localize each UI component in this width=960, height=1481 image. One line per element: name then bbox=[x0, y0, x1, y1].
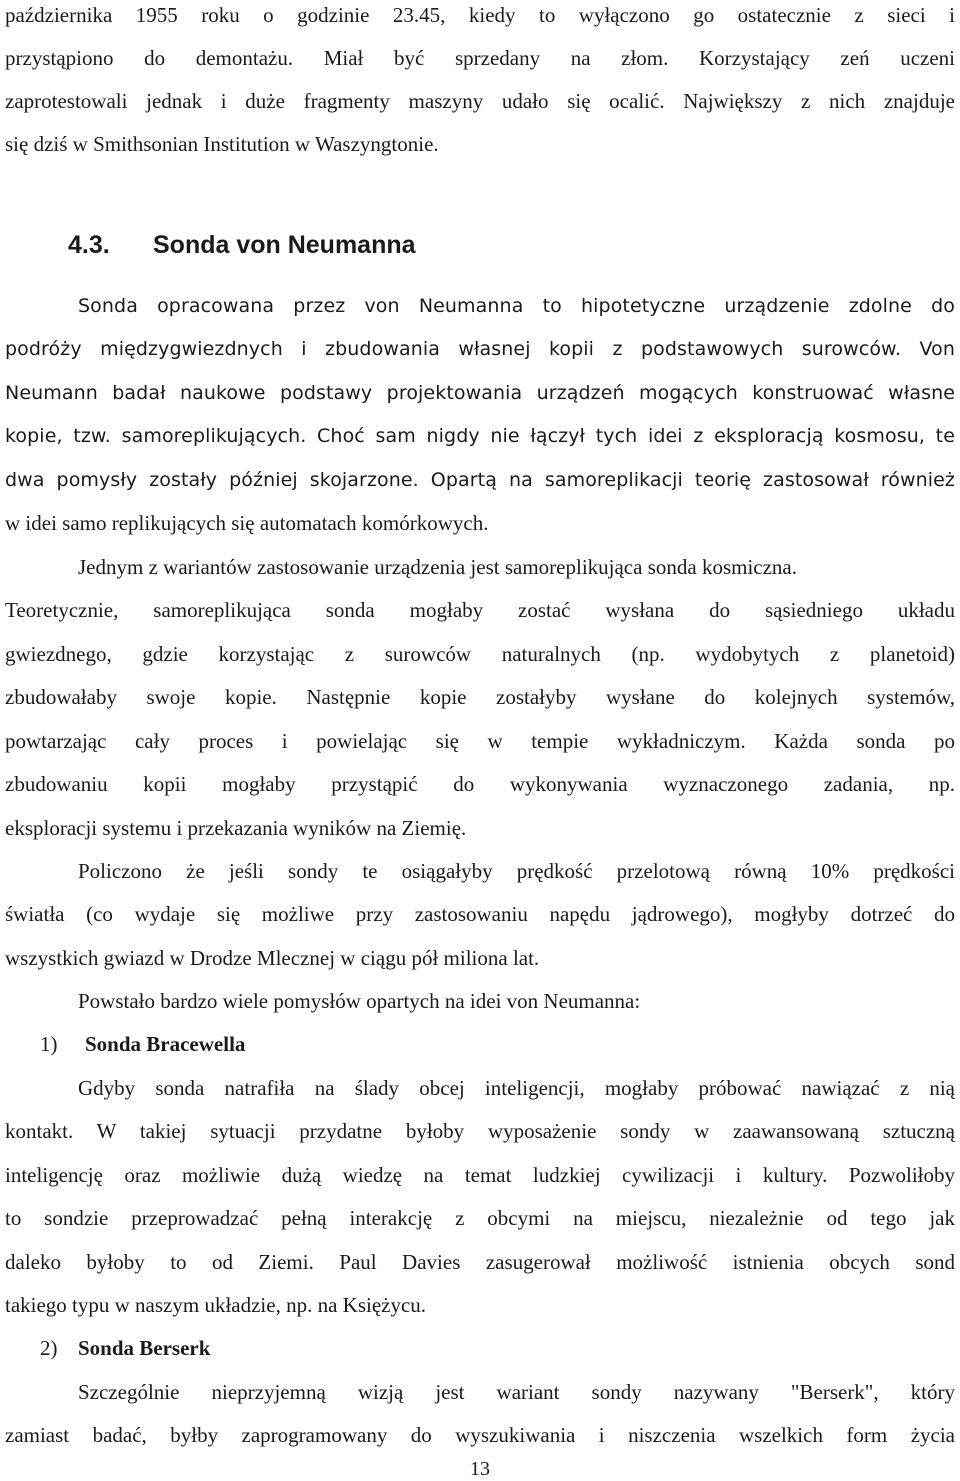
text-line: kontakt. W takiej sytuacji przydatne byłoby wyposażenie sondy w zaawansowaną sztuczną bbox=[5, 1119, 955, 1143]
text-line: eksploracji systemu i przekazania wyników na Ziemię. bbox=[5, 816, 467, 840]
text-line: zbudowałaby swoje kopie. Następnie kopie zostałyby wysłane do kolejnych systemów, bbox=[5, 685, 955, 709]
text-line: gwiezdnego, gdzie korzystając z surowców naturalnych (np. wydobytych z planetoid) bbox=[5, 642, 955, 666]
list-item-heading bbox=[40, 1031, 245, 1057]
list-item-title: Sonda Berserk bbox=[78, 1336, 211, 1360]
text-line: powtarzając cały proces i powielając się w tempie wykładniczym. Każda sonda po bbox=[5, 729, 955, 753]
text-line: Jednym z wariantów zastosowanie urządzenia jest samoreplikująca sonda kosmiczna. bbox=[78, 555, 797, 579]
text-line: dwa pomysły zostały później skojarzone. Opartą na samoreplikacji teorię zastosował również bbox=[5, 469, 955, 491]
text-line: kopie, tzw. samoreplikujących. Choć sam nigdy nie łączył tych idei z eksploracją kosmosu, te bbox=[5, 425, 955, 447]
section-title: Sonda von Neumanna bbox=[153, 231, 416, 259]
section-heading bbox=[68, 230, 416, 260]
text-line: Policzono że jeśli sondy te osiągałyby prędkość przelotową równą 10% prędkości bbox=[78, 859, 955, 883]
text-line: Powstało bardzo wiele pomysłów opartych na idei von Neumanna: bbox=[78, 989, 641, 1013]
text-line: daleko byłoby to od Ziemi. Paul Davies zasugerował możliwość istnienia obcych sond bbox=[5, 1250, 955, 1274]
list-item-number: 1) bbox=[40, 1032, 58, 1056]
text-line: Neumann badał naukowe podstawy projektowania urządzeń mogących konstruować własne bbox=[5, 382, 955, 404]
text-line: zamiast badać, byłby zaprogramowany do wyszukiwania i niszczenia wszelkich form życia bbox=[5, 1423, 955, 1447]
text-line: wszystkich gwiazd w Drodze Mlecznej w ciągu pół miliona lat. bbox=[5, 946, 540, 970]
text-line: przystąpiono do demontażu. Miał być sprzedany na złom. Korzystający zeń uczeni bbox=[5, 46, 955, 70]
list-item-number: 2) bbox=[40, 1336, 58, 1360]
text-line: się dziś w Smithsonian Institution w Waszyngtonie. bbox=[5, 132, 439, 156]
text-line: października 1955 roku o godzinie 23.45, kiedy to wyłączono go ostatecznie z sieci i bbox=[5, 3, 955, 27]
text-line: to sondzie przeprowadzać pełną interakcję z obcymi na miejscu, niezależnie od tego jak bbox=[5, 1206, 955, 1230]
text-line: Sonda opracowana przez von Neumanna to hipotetyczne urządzenie zdolne do bbox=[78, 295, 955, 317]
text-line: inteligencję oraz możliwie dużą wiedzę na temat ludzkiej cywilizacji i kultury. Pozwoliłoby bbox=[5, 1163, 955, 1187]
text-line: w idei samo replikujących się automatach komórkowych. bbox=[5, 511, 489, 535]
text-line: Szczególnie nieprzyjemną wizją jest wariant sondy nazywany "Berserk", który bbox=[78, 1380, 955, 1404]
text-line: podróży międzygwiezdnych i zbudowania własnej kopii z podstawowych surowców. Von bbox=[5, 338, 955, 360]
text-line: światła (co wydaje się możliwe przy zastosowaniu napędu jądrowego), mogłyby dotrzeć do bbox=[5, 902, 955, 926]
page-number: 13 bbox=[470, 1458, 490, 1480]
text-line: zaprotestowali jednak i duże fragmenty maszyny udało się ocalić. Największy z nich znajduje bbox=[5, 89, 955, 113]
text-line: takiego typu w naszym układzie, np. na Księżycu. bbox=[5, 1293, 427, 1317]
list-item-title: Sonda Bracewella bbox=[85, 1032, 246, 1056]
text-line: zbudowaniu kopii mogłaby przystąpić do wykonywania wyznaczonego zadania, np. bbox=[5, 772, 955, 796]
list-item-heading bbox=[40, 1335, 210, 1361]
text-line: Teoretycznie, samoreplikująca sonda mogłaby zostać wysłana do sąsiedniego układu bbox=[5, 598, 955, 622]
section-number: 4.3. bbox=[68, 231, 110, 259]
text-line: Gdyby sonda natrafiła na ślady obcej inteligencji, mogłaby próbować nawiązać z nią bbox=[78, 1076, 955, 1100]
